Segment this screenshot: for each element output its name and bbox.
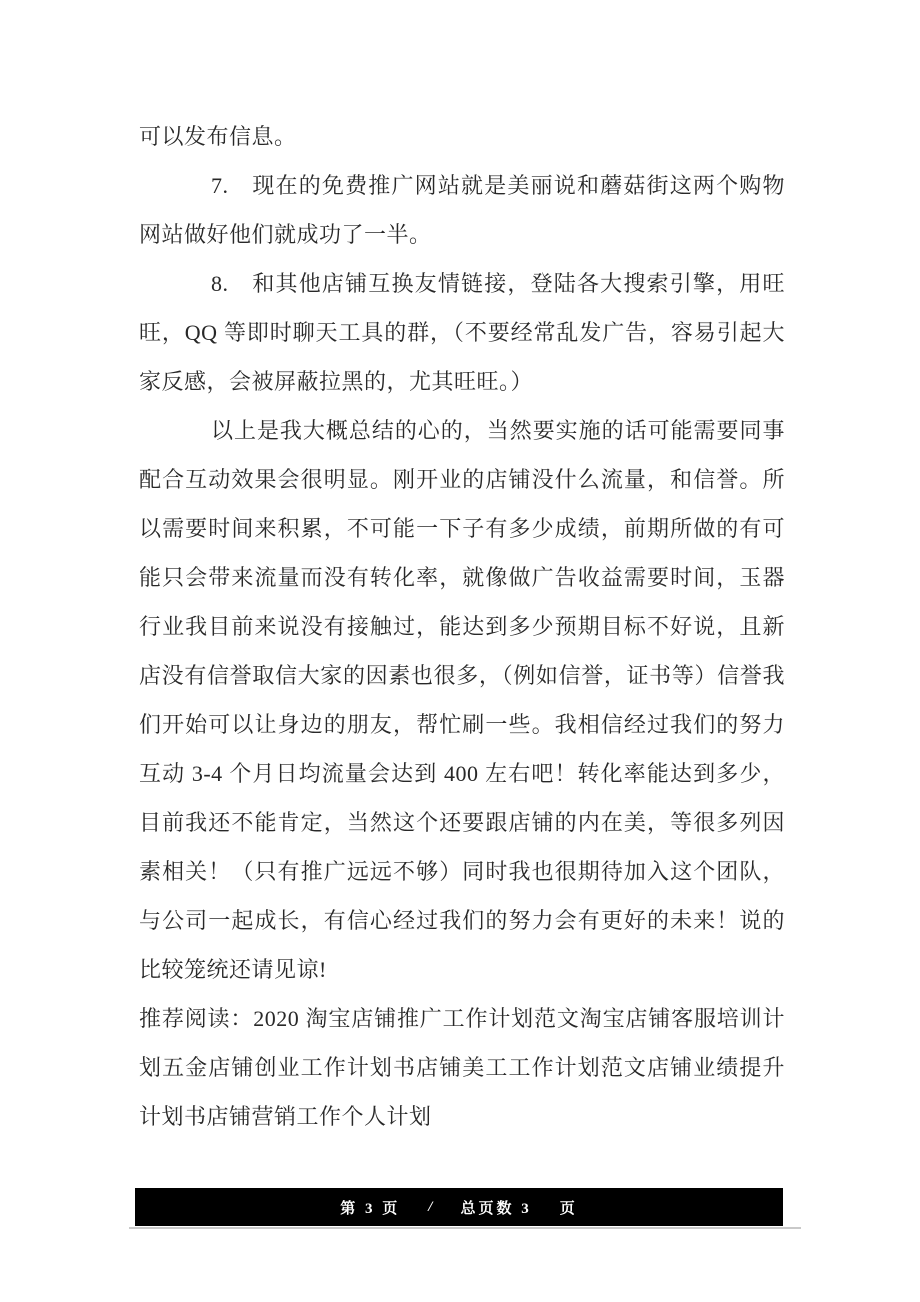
paragraph: 以上是我大概总结的心的，当然要实施的话可能需要同事配合互动效果会很明显。刚开业的店铺没什么流量，和信誉。所以需要时间来积累，不可能一下子有多少成绩，前期所做的有可能只会带来流量而没有转化率，就像做广告收益需要时间，玉器行业我目前来说没有接触过，能达到多少预期目标不好说，且新店没有信誉取信大家的因素也很多，（例如信誉，证书等）信誉我们开始可以让身边的朋友，帮忙刷一些。我相信经过我们的努力互动 3-4 个月日均流量会达到 400 左右吧！转化率能达到多少，目前我还不能肯定，当然这个还要跟店铺的内在美，等很多列因素相关！（只有推广远远不够）同时我也很期待加入这个团队，与公司一起成长，有信心经过我们的努力会有更好的未来！说的比较笼统还请见谅! bbox=[139, 418, 785, 982]
paragraph: 7. 现在的免费推广网站就是美丽说和蘑菇街这两个购物网站做好他们就成功了一半。 bbox=[139, 173, 785, 247]
document-body bbox=[139, 112, 785, 1141]
paragraph: 推荐阅读：2020 淘宝店铺推广工作计划范文淘宝店铺客服培训计划五金店铺创业工作计划书店铺美工工作计划范文店铺业绩提升计划书店铺营销工作个人计划 bbox=[139, 1006, 785, 1129]
page-footer-bar bbox=[135, 1188, 783, 1226]
current-page-label: 第 3 页 bbox=[340, 1200, 401, 1217]
paragraph: 可以发布信息。 bbox=[139, 124, 297, 149]
total-pages-label: 总页数 3 bbox=[460, 1200, 532, 1217]
paragraph: 8. 和其他店铺互换友情链接，登陆各大搜索引擎，用旺旺，QQ 等即时聊天工具的群，（不要经常乱发广告，容易引起大家反感，会被屏蔽拉黑的，尤其旺旺。） bbox=[139, 271, 785, 394]
page-unit-label: 页 bbox=[559, 1200, 578, 1217]
page-separator: / bbox=[428, 1198, 433, 1215]
footer-shadow-line bbox=[129, 1227, 801, 1229]
